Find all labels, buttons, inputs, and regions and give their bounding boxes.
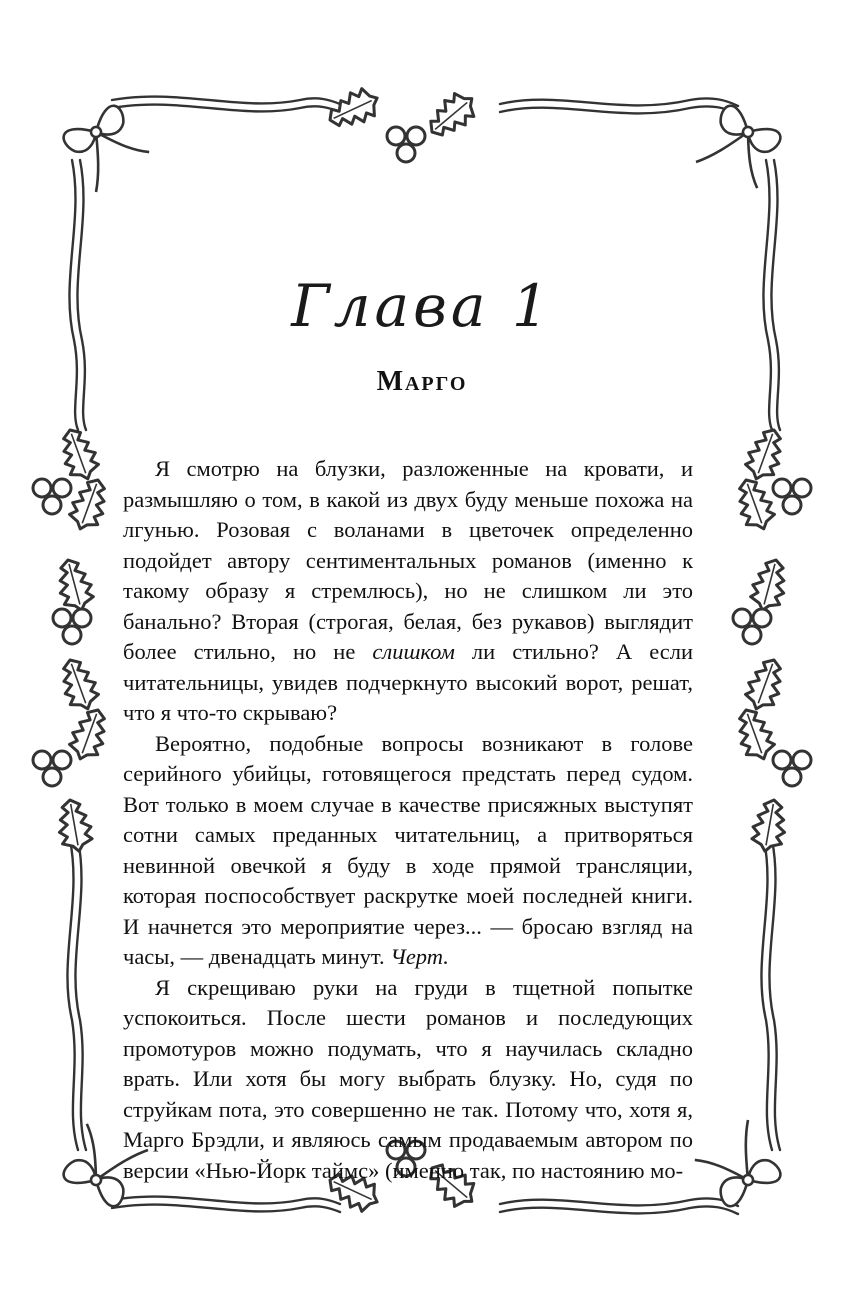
paragraph <box>123 973 693 1187</box>
text-run: Я скрещиваю руки на груди в тщетной попытке успокоиться. После шести романов и последующих промотуров можно подумать, что я научилась складно врать. Или хотя бы могу выбрать блузку. Но, судя по струйкам пота, это совершенно не так. Потому что, хотя я, Марго Брэдли, и являюсь самым продаваемым автором по версии «Нью-Йорк таймс» (именно так, по настоянию мо- <box>123 974 693 1183</box>
body-text <box>123 454 693 1186</box>
top-holly-icon <box>323 84 482 162</box>
paragraph <box>123 454 693 729</box>
chapter-name: Марго <box>376 366 468 397</box>
italic-text: Черт. <box>390 944 449 969</box>
text-run: Я смотрю на блузки, разложенные на кровати, и размышляю о том, в какой из двух буду меньше похожа на лгунью. Розовая с воланами в цветочек определенно подойдет автору сентиментальных романов (именно к такому образу я стремлюсь), но не слишком ли это банально? Вторая (строгая, белая, без рукавов) выглядит более стильно, но не <box>123 456 693 664</box>
italic-text: слишком <box>372 639 455 664</box>
chapter-title: Глава 1 <box>291 272 553 340</box>
corner-bow-icon <box>694 103 786 195</box>
right-holly-icon <box>731 425 811 854</box>
text-run: ли стильно? А если читательницы, увидев подчеркнуто высокий ворот, решат, что я что-то скрываю? <box>123 639 693 725</box>
left-holly-icon <box>33 425 113 854</box>
paragraph <box>123 729 693 973</box>
text-run: Вероятно, подобные вопросы возникают в голове серийного убийцы, готовящегося предстать перед судом. Вот только в моем случае в качестве присяжных выступят сотни самых преданных читательниц, а притворяться невинной овечкой я буду в ходе прямой трансляции, которая поспособствует раскрутке моей последней книги. И начнется это мероприятие через... — бросаю взгляд на часы, — двенадцать минут. <box>123 730 693 969</box>
